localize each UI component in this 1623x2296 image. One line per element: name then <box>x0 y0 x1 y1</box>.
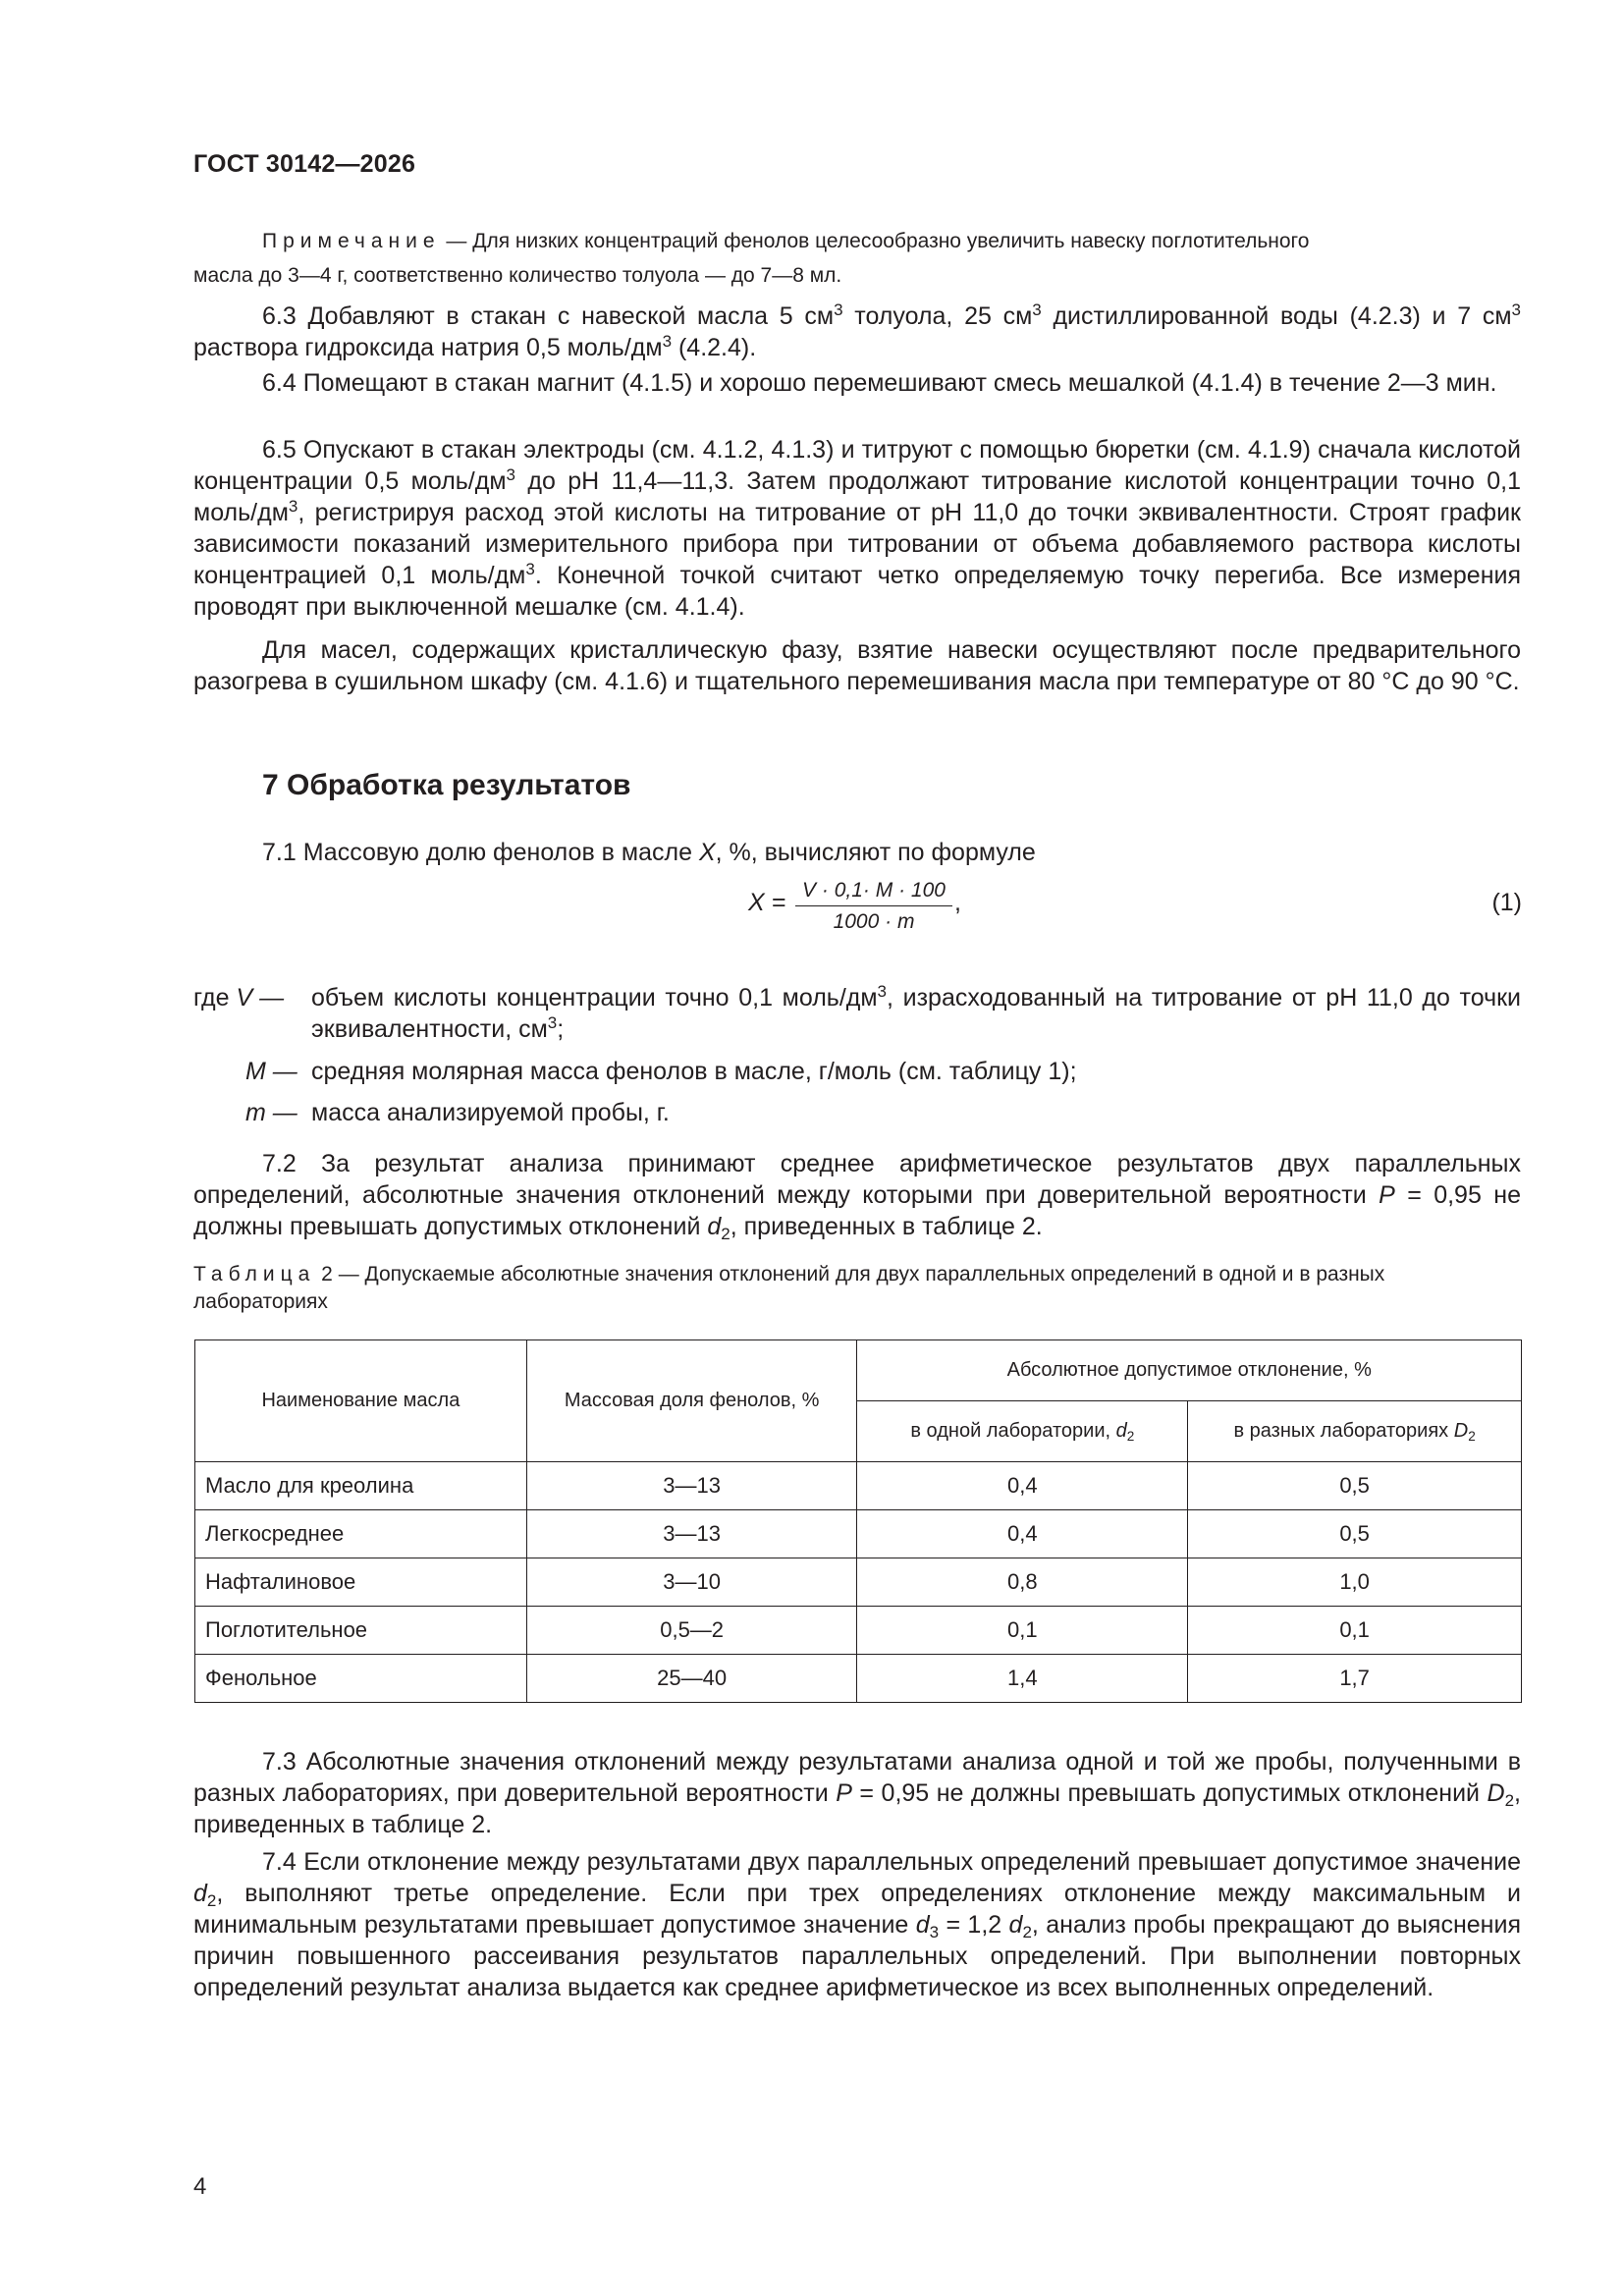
paragraph-7-4: 7.4 Если отклонение между результатами двух параллельных определений превышает допустимое значение $d_2$, выполняют третье определение. Если при трех определениях отклонение между максимальным и минимальным результатами превышает допустимое значение $d_3 = 1,2$ $d_2$, анализ пробы прекращают до выяснения причин повышенного рассеивания результатов параллельных определений. При выполнении повторных определений результат анализа выдается как среднее арифметическое из всех выполненных определений. <box>193 1848 1521 2001</box>
page-number: 4 <box>193 2173 207 2200</box>
formula-numerator: V · 0,1· M · 100 <box>795 876 952 906</box>
table-caption: Таблица 2 — Допускаемые абсолютные значения отклонений для двух параллельных определений в одной и в разных лабораториях <box>193 1263 1385 1313</box>
header-phenol-fraction: Массовая доля фенолов, % <box>526 1340 857 1462</box>
header-different-labs: в разных лабораториях $D_2$ <box>1188 1401 1522 1462</box>
paragraph-7-2: 7.2 За результат анализа принимают среднее арифметическое результатов двух параллельных определений, абсолютные значения отклонений между которыми при доверительной вероятности P = 0,95 не должны превышать допустимых отклонений $d_2$, приведенных в таблице 2. <box>193 1150 1521 1244</box>
formula-comma: , <box>954 889 961 916</box>
def-M: средняя молярная масса фенолов в масле, г/моль (см. таблицу 1); <box>311 1058 1077 1085</box>
table-row: Поглотительное 0,5—2 0,1 0,1 <box>195 1607 1522 1655</box>
note-label: Примечание <box>262 230 441 252</box>
header-deviation: Абсолютное допустимое отклонение, % <box>857 1340 1522 1401</box>
header-oil-name: Наименование масла <box>195 1340 527 1462</box>
variable-definitions: где V — объем кислоты концентрации точно 0,1 моль/$дм^3$, израсходованный на титрование от pH 11,0 до точки эквивалентности, $см^3$; M — средняя молярная масса фенолов в масле, г/моль (см. таблицу 1); m — масса анализируемой пробы, г. <box>193 981 1521 1126</box>
table-row: Нафталиновое 3—10 0,8 1,0 <box>195 1558 1522 1607</box>
paragraph-6-5: 6.5 Опускают в стакан электроды (см. 4.1.2, 4.1.3) и титруют с помощью бюретки (см. 4.1.9) сначала кислотой концентрации 0,5 моль/$дм^3$ до pH 11,4—11,3. Затем продолжают титрование кислотой концентрации точно 0,1 моль/$дм^3$, регистрируя расход этой кислоты на титрование от pH 11,0 до точки эквивалентности. Строят график зависимости показаний измерительного прибора при титровании от объема добавляемого раствора кислоты концентрацией 0,1 моль/$дм^3$. Конечной точкой считают четко определяемую точку перегиба. Все измерения проводят при выключенной мешалке (см. 4.1.4). <box>193 436 1522 621</box>
paragraph-7-1: 7.1 Массовую долю фенолов в масле X, %, вычисляют по формуле <box>262 839 1036 866</box>
paragraph-6-4: 6.4 Помещают в стакан магнит (4.1.5) и хорошо перемешивают смесь мешалкой (4.1.4) в течение 2—3 мин. <box>262 369 1497 397</box>
paragraph-6-3: 6.3 Добавляют в стакан с навеской масла 5 $см^3$ толуола, 25 $см^3$ дистиллированной воды (4.2.3) и 7 $см^3$ раствора гидроксида натрия 0,5 моль/$дм^3$ (4.2.4). <box>193 300 1521 361</box>
def-V: объем кислоты концентрации точно 0,1 моль/$дм^3$, израсходованный на титрование от pH 11,0 до точки эквивалентности, $см^3$; <box>311 981 1521 1043</box>
formula-denominator: 1000 · m <box>833 910 915 933</box>
table-row: Масло для креолина 3—13 0,4 0,5 <box>195 1462 1522 1510</box>
section-7-heading: 7 Обработка результатов <box>262 769 631 801</box>
table-row: Фенольное 25—40 1,4 1,7 <box>195 1655 1522 1703</box>
formula-fraction <box>795 876 952 936</box>
note <box>193 224 1521 293</box>
note-text-2: масла до 3—4 г, соответственно количество толуола — до 7—8 мл. <box>193 264 842 287</box>
formula-1 <box>748 876 1534 945</box>
formula-lhs: X = <box>748 889 786 916</box>
note-text-1: — Для низких концентраций фенолов целесообразно увеличить навеску поглотительного <box>440 230 1310 252</box>
paragraph-7-3: 7.3 Абсолютные значения отклонений между результатами анализа одной и той же пробы, полученными в разных лабораториях, при доверительной вероятности P = 0,95 не должны превышать допустимых отклонений $D_2$, приведенных в таблице 2. <box>193 1748 1521 1838</box>
document-header: ГОСТ 30142—2026 <box>193 150 416 178</box>
header-one-lab: в одной лаборатории, $d_2$ <box>857 1401 1188 1462</box>
deviation-table <box>194 1339 1522 1703</box>
paragraph-6-5-continued: Для масел, содержащих кристаллическую фазу, взятие навески осуществляют после предварительного разогрева в сушильном шкафу (см. 4.1.6) и тщательного перемешивания масла при температуре от 80 °С до 90 °С. <box>193 636 1521 695</box>
table-row: Легкосреднее 3—13 0,4 0,5 <box>195 1510 1522 1558</box>
formula-number: (1) <box>1491 889 1522 916</box>
def-m: масса анализируемой пробы, г. <box>311 1099 670 1126</box>
